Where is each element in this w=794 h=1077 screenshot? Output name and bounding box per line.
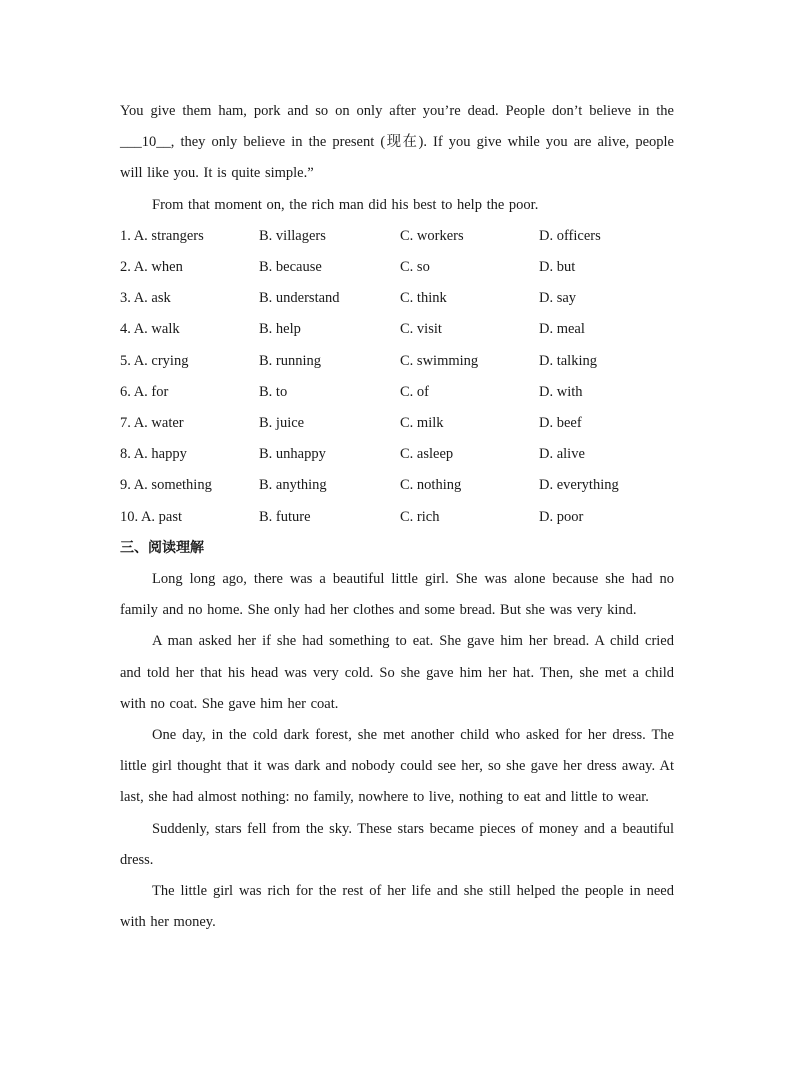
option-c: C. rich (400, 508, 440, 525)
option-row (120, 377, 674, 408)
option-row (120, 470, 674, 501)
option-c: C. milk (400, 414, 444, 431)
option-row (120, 283, 674, 314)
option-b: B. juice (259, 414, 305, 431)
option-a: 1. A. strangers (120, 227, 204, 244)
option-d: D. but (539, 259, 576, 275)
option-c: C. workers (400, 227, 464, 244)
option-c: C. swimming (400, 352, 479, 369)
option-b: B. understand (259, 290, 340, 307)
option-c: C. think (400, 290, 447, 307)
option-a: 6. A. for (120, 383, 169, 400)
option-d: D. officers (539, 227, 601, 244)
option-row (120, 346, 674, 377)
option-c: C. nothing (400, 477, 462, 494)
option-a: 10. A. past (120, 508, 183, 525)
option-c: C. of (400, 383, 429, 400)
option-b: B. help (259, 321, 301, 338)
option-b: B. villagers (259, 227, 326, 244)
option-row (120, 439, 674, 470)
option-d: D. meal (539, 321, 585, 338)
section-heading: 三、阅读理解 (120, 539, 204, 556)
option-row (120, 314, 674, 345)
option-b: B. because (259, 259, 322, 275)
option-a: 3. A. ask (120, 290, 171, 307)
option-a: 9. A. something (120, 477, 212, 494)
option-c: C. so (400, 259, 430, 275)
option-b: B. to (259, 383, 288, 400)
option-b: B. future (259, 508, 311, 525)
option-b: B. anything (259, 477, 327, 494)
reading-paragraph: Suddenly, stars fell from the sky. These stars became pieces of money and a beautiful dress. (120, 820, 674, 868)
option-a: 2. A. when (120, 259, 183, 275)
option-d: D. alive (539, 446, 585, 463)
option-d: D. everything (539, 477, 619, 494)
intro-paragraph: You give them ham, pork and so on only after you’re dead. People don’t believe in the ___10__, they only believe in the present (现在). If you give while you are alive, people will like you. It is quite simple.” (120, 103, 674, 182)
option-d: D. say (539, 290, 577, 307)
reading-paragraph: A man asked her if she had something to eat. She gave him her bread. A child cried and told her that his head was very cold. So she gave him her hat. Then, she met a child with no coat. She gave him her coat. (120, 633, 674, 712)
option-row (120, 502, 674, 533)
option-row (120, 221, 674, 252)
reading-paragraph: The little girl was rich for the rest of her life and she still helped the people in need with her money. (120, 882, 674, 931)
option-d: D. beef (539, 414, 582, 431)
option-row (120, 408, 674, 439)
options-table (120, 221, 674, 533)
option-a: 7. A. water (120, 414, 184, 431)
option-a: 4. A. walk (120, 321, 180, 338)
closing-sentence: From that moment on, the rich man did his best to help the poor. (152, 196, 539, 213)
option-d: D. poor (539, 508, 584, 525)
option-c: C. asleep (400, 446, 454, 463)
option-a: 8. A. happy (120, 446, 187, 463)
option-c: C. visit (400, 321, 442, 338)
option-b: B. unhappy (259, 446, 326, 463)
document-page (120, 96, 674, 938)
option-row (120, 252, 674, 283)
option-b: B. running (259, 352, 322, 369)
reading-paragraph: Long long ago, there was a beautiful little girl. She was alone because she had no family and no home. She only had her clothes and some bread. But she was very kind. (120, 570, 674, 619)
option-d: D. with (539, 383, 583, 400)
reading-paragraph: One day, in the cold dark forest, she met another child who asked for her dress. The little girl thought that it was dark and nobody could see her, so she gave her dress away. At last, she had almost nothing: no family, nowhere to live, nothing to eat and little to wear. (120, 726, 674, 806)
option-a: 5. A. crying (120, 352, 189, 369)
option-d: D. talking (539, 352, 597, 369)
